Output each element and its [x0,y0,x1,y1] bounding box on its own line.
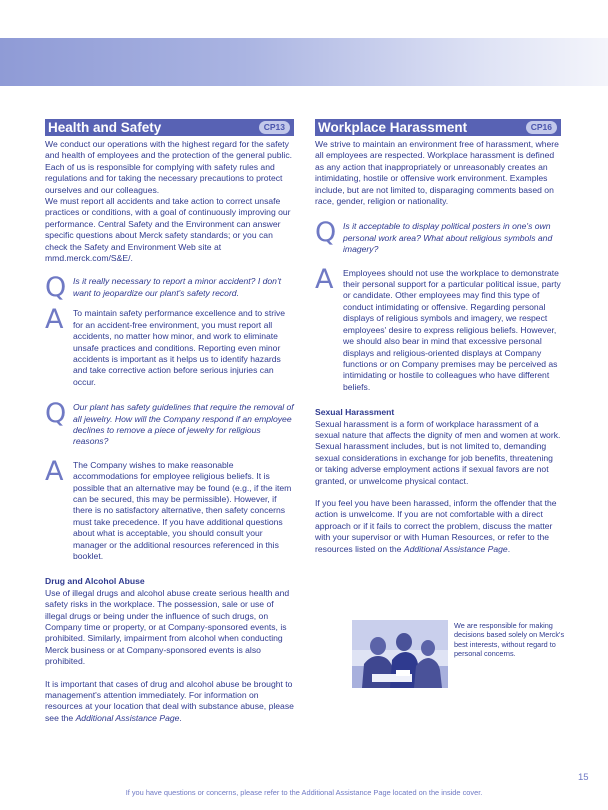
a-letter: A [45,304,64,336]
qa-question-2 [45,398,294,448]
q-letter: Q [45,272,67,304]
section-title: Health and Safety [48,120,162,135]
section-title: Workplace Harassment [318,120,468,135]
q-letter: Q [45,398,67,430]
question-text: Is it really necessary to report a minor accident? I don't want to jeopardize our plant's safety record. [73,276,281,298]
page-number: 15 [578,772,589,783]
qa-question-3 [315,217,561,255]
drug-alcohol-heading: Drug and Alcohol Abuse [45,576,145,587]
workplace-harassment-column [315,119,561,555]
assistance-page-reference: Additional Assistance Page [75,712,180,723]
policy-code-badge: CP16 [526,121,557,134]
sexual-harassment-body: Sexual harassment is a form of workplace harassment of a sexual nature that affects the dignity of men and women at work. Sexual harassment includes, but is not limited to, demanding sexual considerations in exchange for job benefits, threatening or taking adverse employment actions if sexual favors are not granted, or unwelcome physical contact. [315,418,561,486]
body-text: . [179,712,182,723]
a-letter: A [315,263,334,295]
body-text: It is important that cases of drug and alcohol abuse be brought to management's attention immediately. For information on resources at your location that deal with substance abuse, please see the [45,678,294,723]
health-safety-intro: We conduct our operations with the highest regard for the safety and health of employees and the protection of the general public. Each of us is responsible for complying with safety rules and regulations and for taking the necessary precautions to protect ourselves and our colleagues. [45,139,293,195]
qa-answer-2 [45,455,294,563]
a-letter: A [45,455,64,487]
qa-question-1 [45,272,294,304]
harassment-intro: We strive to maintain an environment free of harassment, where all employees are respected. Workplace harassment is defined as any action that inappropriately or unreasonably creates an intimidating, hostile or offensive work environment. Examples include, but are not limited to, disparaging comments based on race, gender, religion or nationality. [315,139,559,207]
sexual-harassment-body-2 [315,498,561,555]
footer-note: If you have questions or concerns, please refer to the Additional Assistance Page located on the inside cover. [125,788,483,797]
section-heading-harassment [315,119,561,136]
body-text: . [507,543,511,554]
question-text: Is it acceptable to display political posters in one's own personal work area? What about religious symbols and imagery? [343,221,553,255]
question-text: Our plant has safety guidelines that require the removal of all jewelry. How will the Company respond if an employee declines to remove a piece of jewelry for religious reasons? [73,402,294,447]
health-safety-intro-2: We must report all accidents and take action to correct unsafe practices or conditions, with a goal of continuously improving our performance. Central Safety and the Environment can answer specific questions about Merck safety standards; or you can check the Safety and Environment Web site at mmd.merck.com/S&E/. [45,196,291,264]
drug-alcohol-body: Use of illegal drugs and alcohol abuse create serious health and safety risks in the workplace. The possession, sale or use of illegal drugs or being under the influence of such drugs, on Company time or property, or at Company-sponsored events, is prohibited. Similarly, impairment from alcohol when conducting Merck business or at Company-sponsored events is also prohibited. [45,587,290,667]
policy-code-badge: CP13 [259,121,290,134]
photo-caption: We are responsible for making decisions based solely on Merck's best interests, without regard to personal concerns. [454,621,565,659]
answer-text: To maintain safety performance excellence and to strive for an accident-free environment, you must report all accidents, no matter how minor, and work to eliminate unsafe practices and conditions. Reporting even minor accidents is important as it helps us to identify hazards and take corrective action before serious injuries can occur. [73,308,286,387]
drug-alcohol-body-2 [45,679,294,725]
sexual-harassment-heading: Sexual Harassment [315,407,395,418]
q-letter: Q [315,217,337,249]
header-banner [0,38,608,86]
answer-text: Employees should not use the workplace to demonstrate their personal support for a particular political issue, party or candidate. Other employees may find this type of conduct intimidating or offensive. Regarding personal displays of religious symbols and imagery, we respect employees' desire to express religious beliefs. However, we should also bear in mind that excessive personal displays and religious-oriented displays at Company functions or on Company premises may be perceived as intimidating or hostile to colleagues who have different beliefs. [343,267,561,392]
answer-text: The Company wishes to make reasonable accommodations for employee religious beliefs. It is possible that an alternative may be found (e.g., if the item can be secured, this may be permissible). However, if there is no satisfactory alternative, then safety concerns must take precedence. If you have additional questions about what is acceptable, you should consult your manager or the additional resources referenced in this booklet. [73,459,292,561]
qa-answer-1 [45,304,294,388]
section-heading-health-safety [45,119,294,136]
health-safety-column [45,119,294,724]
colleagues-photo [352,620,448,688]
qa-answer-3 [315,263,561,393]
assistance-page-reference: Additional Assistance Page [403,543,508,554]
body-text: If you feel you have been harassed, inform the offender that the action is unwelcome. If you are not comfortable with a direct approach or if it fails to correct the problem, discuss the matter with your supervisor or with Human Resources, or refer to the resources listed on the [315,497,557,554]
